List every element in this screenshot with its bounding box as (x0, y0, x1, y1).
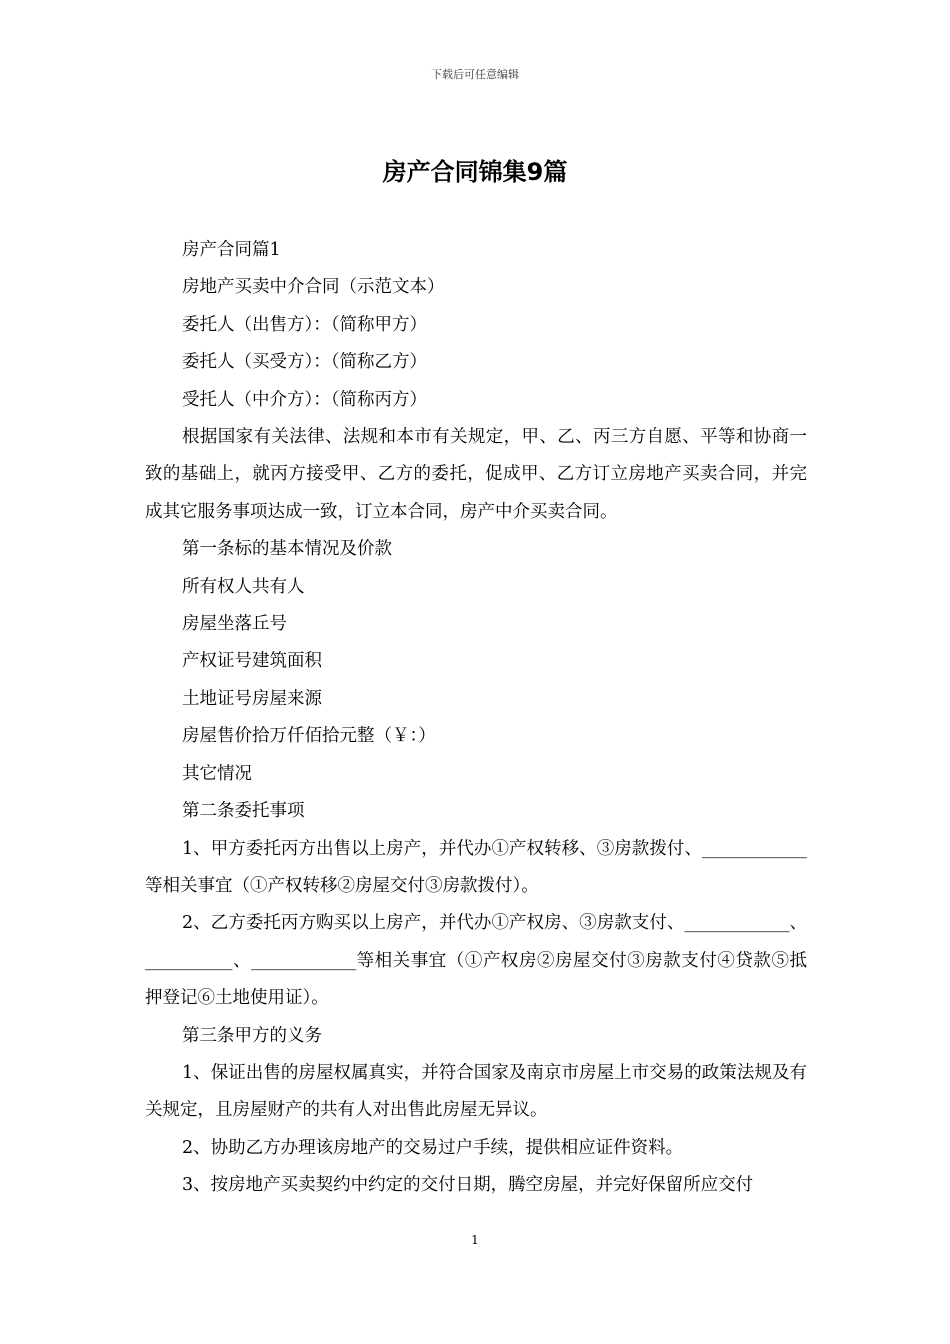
document-body (145, 232, 807, 1205)
paragraph: 3、按房地产买卖契约中约定的交付日期，腾空房屋，并完好保留所应交付 (182, 1175, 754, 1196)
paragraph: 第三条甲方的义务 (182, 1025, 322, 1046)
page-number: 1 (471, 1233, 479, 1247)
paragraph: 1、保证出售的房屋权属真实，并符合国家及南京市房屋上市交易的政策法规及有关规定，且房屋财产的共有人对出售此房屋无异议。 (145, 1062, 807, 1121)
paragraph: 第一条标的基本情况及价款 (182, 539, 392, 560)
paragraph: 房地产买卖中介合同（示范文本） (182, 277, 445, 298)
paragraph: 产权证号建筑面积 (182, 651, 322, 672)
paragraph: 受托人（中介方）：（简称丙方） (182, 389, 427, 410)
paragraph: 根据国家有关法律、法规和本市有关规定，甲、乙、丙三方自愿、平等和协商一致的基础上，就丙方接受甲、乙方的委托，促成甲、乙方订立房地产买卖合同，并完成其它服务事项达成一致，订立本合同，房产中介买卖合同。 (145, 427, 807, 522)
paragraph: 第二条委托事项 (182, 801, 305, 822)
paragraph: 房产合同篇1 (182, 240, 281, 260)
paragraph: 土地证号房屋来源 (182, 688, 322, 709)
paragraph: 房屋售价拾万仟佰拾元整（￥：） (182, 726, 436, 747)
document-title: 房产合同锦集9篇 (382, 158, 568, 186)
paragraph: 委托人（买受方）：（简称乙方） (182, 352, 427, 373)
paragraph: 1、甲方委托丙方出售以上房产，并代办①产权转移、③房款拨付、____________等相关事宜（①产权转移②房屋交付③房款拨付）。 (145, 838, 807, 896)
paragraph: 委托人（出售方）：（简称甲方） (182, 314, 427, 335)
paragraph: 房屋坐落丘号 (182, 614, 287, 635)
paragraph: 所有权人共有人 (182, 576, 305, 597)
paragraph: 其它情况 (182, 763, 252, 784)
page-header-note: 下载后可任意编辑 (431, 68, 519, 81)
paragraph: 2、乙方委托丙方购买以上房产，并代办①产权房、③房款支付、____________、__________、____________等相关事宜（①产权房②房屋交付③房款支付④贷款⑤抵押登记⑥土地使用证）。 (145, 913, 807, 1009)
paragraph: 2、协助乙方办理该房地产的交易过户手续，提供相应证件资料。 (182, 1137, 684, 1158)
